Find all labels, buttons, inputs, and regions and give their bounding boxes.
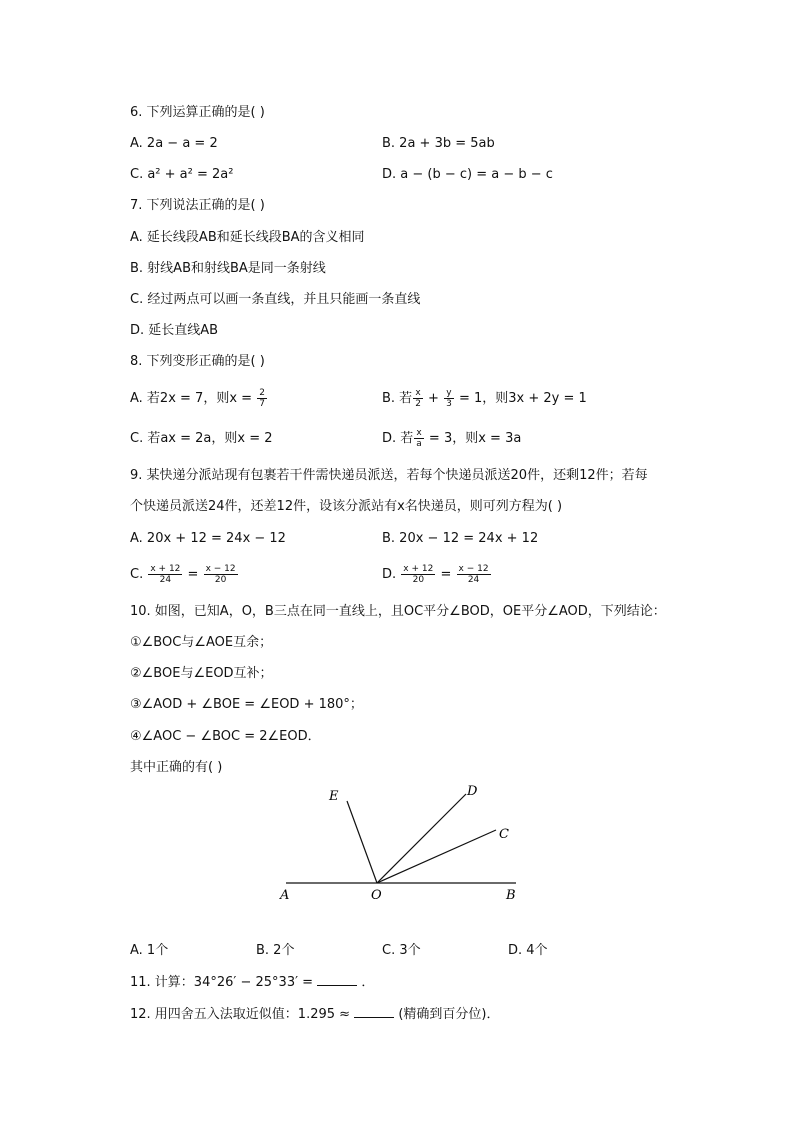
q8-option-a-text: A. 若2x = 7，则x = [130,391,257,406]
ray-oe [347,801,377,883]
q9-option-a: A. 20x + 12 = 24x − 12 [130,531,286,546]
q8-option-d: D. 若 $\frac{x}{a}$ = 3，则x = 3a [382,428,522,449]
q7-option-c: C. 经过两点可以画一条直线，并且只能画一条直线 [130,292,421,307]
q9-option-c-fraction-1: $\frac{x + 12}{24}$ [150,564,181,585]
q9-option-d: D. $\frac{x + 12}{20}$ = $\frac{x - 12}{24}$ [382,564,489,585]
q8-stem: 8. 下列变形正确的是( ) [130,354,265,369]
q8-option-b-fraction-1: $\frac{x}{2}$ [415,388,421,409]
q6-option-d: D. a − (b − c) = a − b − c [382,167,553,182]
q9-option-d-fraction-1: $\frac{x + 12}{20}$ [403,564,434,585]
q11-answer-blank [317,973,357,986]
q8-option-b-fraction-2: $\frac{y}{3}$ [446,388,452,409]
q10-stem: 10. 如图，已知A，O，B三点在同一直线上，且OC平分∠BOD，OE平分∠AOD，下列结论： [130,604,666,619]
q9-option-c: C. $\frac{x + 12}{24}$ = $\frac{x - 12}{20}$ [130,564,236,585]
q10-ask: 其中正确的有( ) [130,760,223,775]
q10-option-c: C. 3个 [382,943,421,958]
q10-angle-figure [270,780,530,910]
label-d: D [467,784,478,799]
q11: 11. 计算：34°26′ − 25°33′ = ． [130,975,375,990]
q9-option-c-fraction-2: $\frac{x - 12}{20}$ [205,564,236,585]
q10-statement-3: ③∠AOD + ∠BOE = ∠EOD + 180°； [130,697,363,712]
label-c: C [499,827,509,842]
label-o: O [371,888,382,903]
q6-option-a: A. 2a − a = 2 [130,136,218,151]
q10-option-b: B. 2个 [256,943,295,958]
q12: 12. 用四舍五入法取近似值：1.295 ≈ (精确到百分位)． [130,1007,500,1022]
q8-option-a [130,388,268,409]
q10-statement-2: ②∠BOE与∠EOD互补； [130,666,273,681]
q10-statement-1: ①∠BOC与∠AOE互余； [130,635,273,650]
q10-option-d: D. 4个 [508,943,548,958]
q6-option-c: C. a² + a² = 2a² [130,167,234,182]
label-a: A [280,888,290,903]
q9-stem-line2: 个快递员派送24件，还差12件，设该分派站有x名快递员，则可列方程为( ) [130,499,563,514]
q8-option-c: C. 若ax = 2a，则x = 2 [130,431,273,446]
ray-od [377,794,466,883]
q6-stem: 6. 下列运算正确的是( ) [130,105,265,120]
q10-statement-4: ④∠AOC − ∠BOC = 2∠EOD． [130,729,321,744]
q7-option-d: D. 延长直线AB [130,323,219,338]
q8-option-b: B. 若 $\frac{x}{2}$ + $\frac{y}{3}$ = 1，则3x + 2y = 1 [382,388,587,409]
q10-option-a: A. 1个 [130,943,169,958]
q9-option-b: B. 20x − 12 = 24x + 12 [382,531,539,546]
q8-option-d-fraction: $\frac{x}{a}$ [416,428,422,449]
q12-answer-blank [354,1005,394,1018]
q9-option-d-fraction-2: $\frac{x - 12}{24}$ [458,564,489,585]
q6-option-b: B. 2a + 3b = 5ab [382,136,495,151]
q8-option-a-fraction: $\frac{2}{7}$ [259,388,265,409]
label-b: B [506,888,516,903]
q7-option-a: A. 延长线段AB和延长线段BA的含义相同 [130,230,365,245]
label-e: E [329,789,339,804]
ray-oc [377,830,496,883]
q9-stem-line1: 9. 某快递分派站现有包裹若干件需快递员派送，若每个快递员派送20件，还剩12件；若每 [130,468,648,483]
q7-option-b: B. 射线AB和射线BA是同一条射线 [130,261,326,276]
q7-stem: 7. 下列说法正确的是( ) [130,198,265,213]
